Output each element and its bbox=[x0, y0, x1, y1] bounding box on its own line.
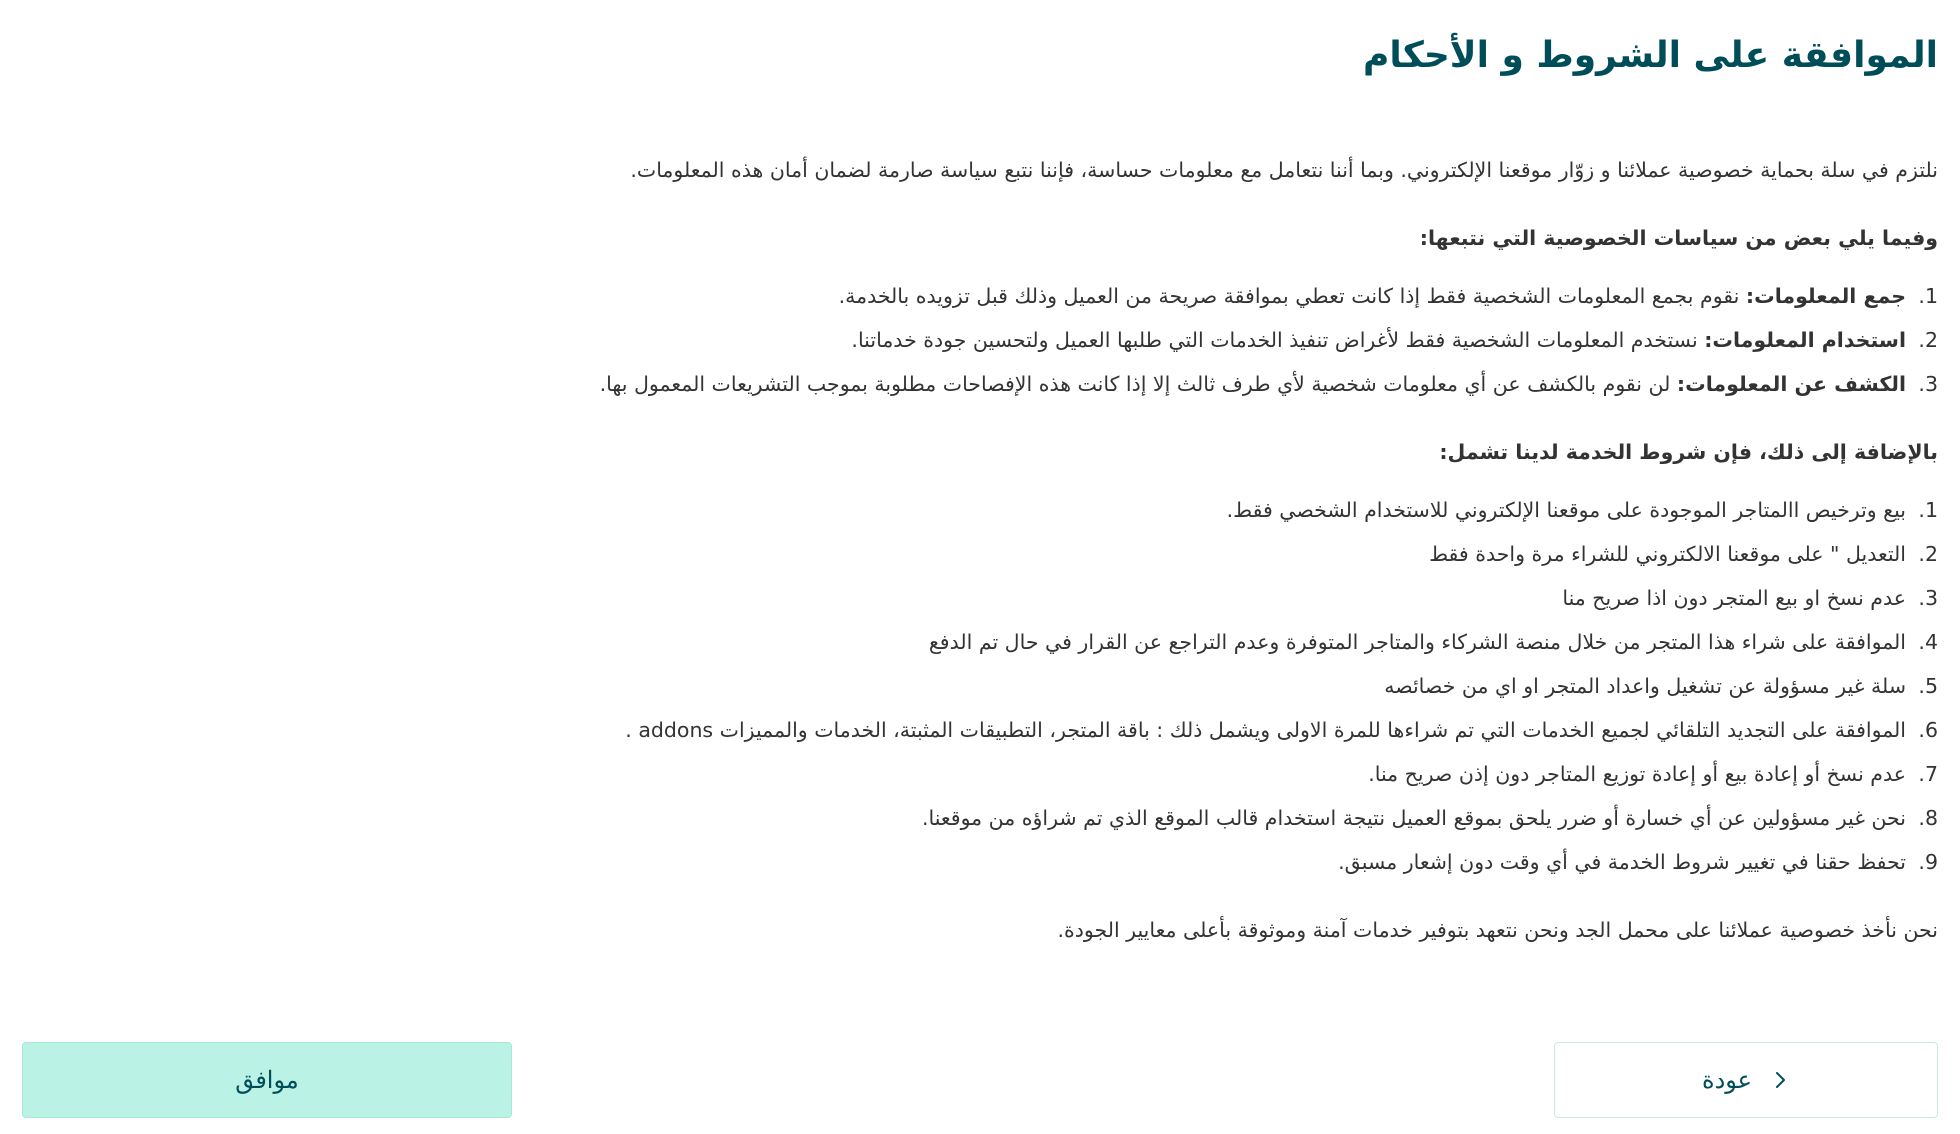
intro-paragraph: نلتزم في سلة بحماية خصوصية عملائنا و زوّار موقعنا الإلكتروني. وبما أننا نتعامل مع معلومات حساسة، فإننا نتبع سياسة صارمة لضمان أمان هذه المعلومات. bbox=[630, 158, 1938, 182]
list-item bbox=[238, 840, 1938, 884]
item-label: الكشف عن المعلومات: bbox=[1676, 372, 1906, 396]
item-number: 4. bbox=[1918, 630, 1938, 654]
item-text: نحن غير مسؤولين عن أي خسارة أو ضرر يلحق بموقع العميل نتيجة استخدام قالب الموقع الذي تم شراؤه من موقعنا. bbox=[921, 806, 1906, 830]
item-number: 2. bbox=[1918, 542, 1938, 566]
list-item bbox=[238, 664, 1938, 708]
item-number: 5. bbox=[1918, 674, 1938, 698]
item-number: 7. bbox=[1918, 762, 1938, 786]
item-number: 8. bbox=[1918, 806, 1938, 830]
list-item bbox=[238, 532, 1938, 576]
list-item bbox=[238, 318, 1938, 362]
item-text: بيع وترخيص االمتاجر الموجودة على موقعنا الإلكتروني للاستخدام الشخصي فقط. bbox=[1226, 498, 1906, 522]
item-body bbox=[600, 362, 1906, 406]
privacy-heading: وفيما يلي بعض من سياسات الخصوصية التي نتبعها: bbox=[1419, 226, 1938, 250]
list-item bbox=[238, 620, 1938, 664]
item-text: تحفظ حقنا في تغيير شروط الخدمة في أي وقت دون إشعار مسبق. bbox=[1338, 850, 1906, 874]
terms-list bbox=[238, 488, 1938, 884]
chevron-right-icon bbox=[1770, 1070, 1790, 1090]
list-item bbox=[238, 362, 1938, 406]
item-number: 9. bbox=[1918, 850, 1938, 874]
item-body bbox=[851, 318, 1906, 362]
item-number: 3. bbox=[1918, 372, 1938, 396]
item-text: التعديل " على موقعنا الالكتروني للشراء مرة واحدة فقط bbox=[1429, 542, 1906, 566]
item-text: سلة غير مسؤولة عن تشغيل واعداد المتجر او اي من خصائصه bbox=[1384, 674, 1906, 698]
terms-content bbox=[238, 148, 1938, 952]
item-label: جمع المعلومات: bbox=[1745, 284, 1906, 308]
item-text: لن نقوم بالكشف عن أي معلومات شخصية لأي طرف ثالث إلا إذا كانت هذه الإفصاحات مطلوبة بموجب التشريعات المعمول بها. bbox=[599, 372, 1677, 396]
item-number: 1. bbox=[1918, 498, 1938, 522]
list-item bbox=[238, 752, 1938, 796]
item-text: الموافقة على التجديد التلقائي لجميع الخدمات التي تم شراءها للمرة الاولى ويشمل ذلك : باقة المتجر، التطبيقات المثبتة، الخدمات والمميزات addons . bbox=[625, 718, 1906, 742]
item-number: 3. bbox=[1918, 586, 1938, 610]
list-item bbox=[238, 488, 1938, 532]
back-button-label: عودة bbox=[1702, 1066, 1752, 1094]
item-text: عدم نسخ أو إعادة بيع أو إعادة توزيع المتاجر دون إذن صريح منا. bbox=[1368, 762, 1906, 786]
privacy-list bbox=[238, 274, 1938, 406]
agree-button[interactable] bbox=[22, 1042, 512, 1118]
list-item bbox=[238, 796, 1938, 840]
back-button[interactable] bbox=[1554, 1042, 1938, 1118]
item-number: 1. bbox=[1918, 284, 1938, 308]
item-text: الموافقة على شراء هذا المتجر من خلال منصة الشركاء والمتاجر المتوفرة وعدم التراجع عن القرار في حال تم الدفع bbox=[928, 630, 1906, 654]
terms-heading: بالإضافة إلى ذلك، فإن شروط الخدمة لدينا تشمل: bbox=[1439, 440, 1938, 464]
list-item bbox=[238, 576, 1938, 620]
list-item bbox=[238, 274, 1938, 318]
item-body bbox=[839, 274, 1906, 318]
item-label: استخدام المعلومات: bbox=[1704, 328, 1906, 352]
item-text: نقوم بجمع المعلومات الشخصية فقط إذا كانت تعطي بموافقة صريحة من العميل وذلك قبل تزويده بالخدمة. bbox=[838, 284, 1746, 308]
item-number: 6. bbox=[1918, 718, 1938, 742]
item-text: نستخدم المعلومات الشخصية فقط لأغراض تنفيذ الخدمات التي طلبها العميل ولتحسين جودة خدماتنا. bbox=[851, 328, 1705, 352]
list-item bbox=[238, 708, 1938, 752]
page-title: الموافقة على الشروط و الأحكام bbox=[1362, 35, 1938, 76]
item-number: 2. bbox=[1918, 328, 1938, 352]
agree-button-label: موافق bbox=[235, 1066, 299, 1094]
closing-paragraph: نحن نأخذ خصوصية عملائنا على محمل الجد ونحن نتعهد بتوفير خدمات آمنة وموثوقة بأعلى معايير الجودة. bbox=[1057, 918, 1938, 942]
item-text: عدم نسخ او بيع المتجر دون اذا صريح منا bbox=[1562, 586, 1906, 610]
